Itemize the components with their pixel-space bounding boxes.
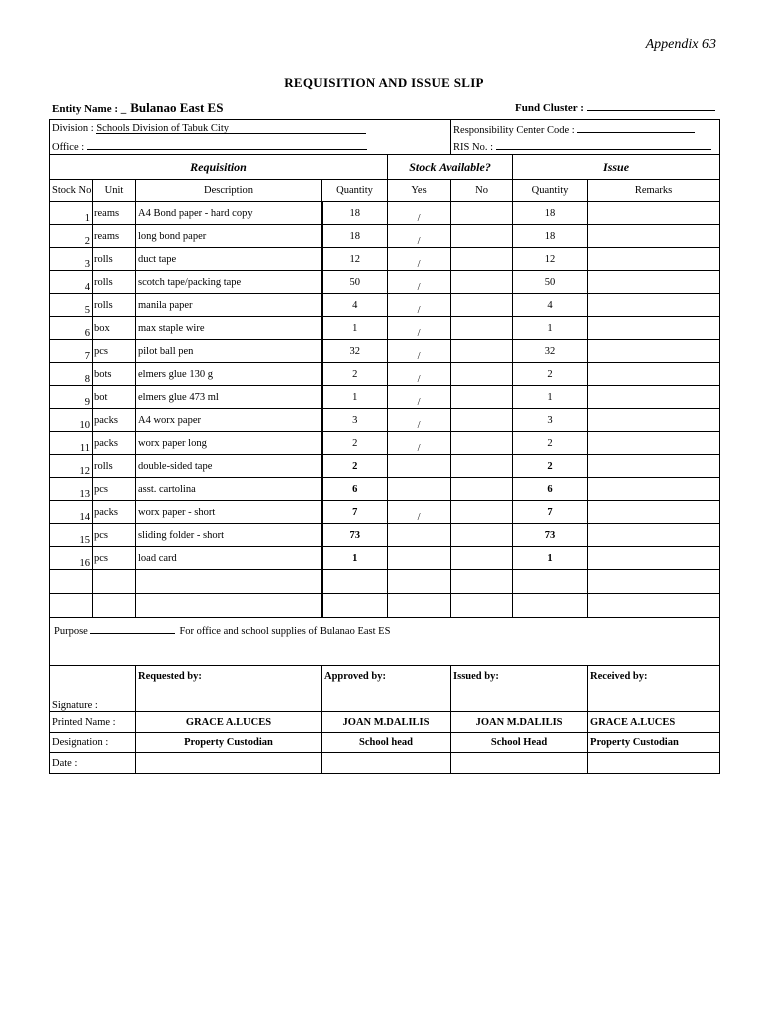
description-cell: pilot ball pen [136, 340, 322, 363]
stock-yes-cell: / [388, 363, 451, 386]
empty-cell[interactable] [136, 570, 322, 594]
col-description: Description [136, 180, 322, 202]
stock-no-cell-blank[interactable] [451, 271, 513, 294]
col-quantity: Quantity [322, 180, 388, 202]
issue-quantity-cell: 32 [513, 340, 588, 363]
table-row [50, 501, 720, 524]
stock-no-cell-blank[interactable] [451, 501, 513, 524]
table-row [50, 386, 720, 409]
col-stock-no: Stock No [50, 180, 93, 202]
ris-no-label: RIS No. : [453, 141, 494, 153]
quantity-cell: 7 [322, 501, 388, 524]
quantity-cell: 18 [322, 225, 388, 248]
requisition-table [49, 119, 720, 774]
empty-cell[interactable] [322, 570, 388, 594]
printed-name-requested: GRACE A.LUCES [136, 712, 322, 733]
issue-quantity-cell: 1 [513, 386, 588, 409]
empty-cell[interactable] [513, 570, 588, 594]
stock-no-cell: 6 [50, 317, 93, 340]
purpose-leader-line [90, 623, 175, 634]
description-cell: asst. cartolina [136, 478, 322, 501]
col-remarks: Remarks [588, 180, 720, 202]
issue-quantity-cell: 12 [513, 248, 588, 271]
printed-name-issued: JOAN M.DALILIS [451, 712, 588, 733]
remarks-cell[interactable] [588, 317, 720, 340]
office-label: Office : [52, 141, 85, 153]
issue-quantity-cell: 2 [513, 363, 588, 386]
stock-no-cell: 15 [50, 524, 93, 547]
issue-quantity-cell: 1 [513, 317, 588, 340]
issue-quantity-cell: 73 [513, 524, 588, 547]
table-row [50, 317, 720, 340]
stock-no-cell: 12 [50, 455, 93, 478]
empty-cell[interactable] [93, 570, 136, 594]
description-cell: elmers glue 473 ml [136, 386, 322, 409]
designation-issued: School Head [451, 733, 588, 753]
division-value: Schools Division of Tabuk City [96, 123, 230, 135]
unit-cell: box [93, 317, 136, 340]
remarks-cell[interactable] [588, 271, 720, 294]
signature-label: Signature : [52, 700, 98, 711]
stock-no-cell-blank[interactable] [451, 340, 513, 363]
unit-cell: pcs [93, 478, 136, 501]
empty-cell[interactable] [136, 594, 322, 618]
table-row [50, 455, 720, 478]
issue-quantity-cell: 4 [513, 294, 588, 317]
unit-cell: rolls [93, 271, 136, 294]
designation-received: Property Custodian [588, 733, 720, 753]
quantity-cell: 1 [322, 547, 388, 570]
remarks-cell[interactable] [588, 363, 720, 386]
issue-quantity-cell: 1 [513, 547, 588, 570]
description-cell: scotch tape/packing tape [136, 271, 322, 294]
remarks-cell[interactable] [588, 455, 720, 478]
quantity-cell: 18 [322, 202, 388, 225]
issue-quantity-cell: 50 [513, 271, 588, 294]
stock-yes-cell: / [388, 340, 451, 363]
description-cell: elmers glue 130 g [136, 363, 322, 386]
remarks-cell[interactable] [588, 340, 720, 363]
fund-cluster-label: Fund Cluster : [515, 102, 584, 114]
printed-name-received: GRACE A.LUCES [588, 712, 720, 733]
stock-no-cell-blank[interactable] [451, 294, 513, 317]
ris-no-field[interactable] [496, 139, 711, 150]
description-cell: max staple wire [136, 317, 322, 340]
stock-yes-cell: / [388, 501, 451, 524]
unit-cell: pcs [93, 340, 136, 363]
stock-yes-cell: / [388, 271, 451, 294]
received-by-cell[interactable] [588, 666, 720, 712]
stock-yes-cell: / [388, 202, 451, 225]
stock-yes-cell: / [388, 225, 451, 248]
stock-no-cell-blank[interactable] [451, 225, 513, 248]
stock-no-cell-blank[interactable] [451, 386, 513, 409]
date-requested[interactable] [136, 753, 322, 774]
section-issue: Issue [513, 155, 720, 180]
stock-no-cell-blank[interactable] [451, 455, 513, 478]
table-row [50, 340, 720, 363]
printed-name-label: Printed Name : [50, 712, 136, 733]
stock-no-cell: 5 [50, 294, 93, 317]
stock-yes-cell [388, 478, 451, 501]
designation-approved: School head [322, 733, 451, 753]
issue-quantity-cell: 6 [513, 478, 588, 501]
purpose-field[interactable] [90, 623, 630, 637]
remarks-cell[interactable] [588, 547, 720, 570]
issue-quantity-cell: 18 [513, 202, 588, 225]
approved-by-cell[interactable] [322, 666, 451, 712]
stock-no-cell: 8 [50, 363, 93, 386]
empty-cell[interactable] [50, 594, 93, 618]
unit-cell: rolls [93, 248, 136, 271]
office-cell [50, 138, 451, 155]
quantity-cell: 2 [322, 432, 388, 455]
empty-row [50, 570, 720, 594]
issue-quantity-cell: 2 [513, 455, 588, 478]
description-cell: sliding folder - short [136, 524, 322, 547]
empty-cell[interactable] [451, 594, 513, 618]
designation-requested: Property Custodian [136, 733, 322, 753]
quantity-cell: 1 [322, 386, 388, 409]
entity-name [52, 100, 223, 116]
table-row [50, 363, 720, 386]
stock-no-cell: 7 [50, 340, 93, 363]
description-cell: A4 Bond paper - hard copy [136, 202, 322, 225]
stock-yes-cell [388, 547, 451, 570]
empty-cell[interactable] [388, 594, 451, 618]
unit-cell: packs [93, 409, 136, 432]
unit-cell: pcs [93, 547, 136, 570]
col-no: No [451, 180, 513, 202]
remarks-cell[interactable] [588, 248, 720, 271]
col-yes: Yes [388, 180, 451, 202]
stock-no-cell: 14 [50, 501, 93, 524]
requested-by-cell[interactable] [136, 666, 322, 712]
designation-label: Designation : [50, 733, 136, 753]
section-requisition: Requisition [50, 155, 388, 180]
stock-yes-cell [388, 524, 451, 547]
remarks-cell[interactable] [588, 501, 720, 524]
unit-cell: reams [93, 225, 136, 248]
remarks-cell[interactable] [588, 294, 720, 317]
issue-quantity-cell: 3 [513, 409, 588, 432]
stock-no-cell: 2 [50, 225, 93, 248]
remarks-cell[interactable] [588, 524, 720, 547]
unit-cell: pcs [93, 524, 136, 547]
issue-quantity-cell: 2 [513, 432, 588, 455]
stock-no-cell: 16 [50, 547, 93, 570]
issue-quantity-cell: 7 [513, 501, 588, 524]
received-by-label: Received by: [590, 671, 648, 682]
stock-no-cell: 1 [50, 202, 93, 225]
entity-name-value: Bulanao East ES [130, 100, 224, 115]
col-issue-quantity: Quantity [513, 180, 588, 202]
quantity-cell: 1 [322, 317, 388, 340]
printed-name-approved: JOAN M.DALILIS [322, 712, 451, 733]
table-row [50, 271, 720, 294]
quantity-cell: 2 [322, 363, 388, 386]
empty-cell[interactable] [388, 570, 451, 594]
quantity-cell: 2 [322, 455, 388, 478]
stock-yes-cell: / [388, 317, 451, 340]
stock-no-cell: 9 [50, 386, 93, 409]
quantity-cell: 12 [322, 248, 388, 271]
unit-cell: packs [93, 501, 136, 524]
col-unit: Unit [93, 180, 136, 202]
stock-no-cell-blank[interactable] [451, 248, 513, 271]
stock-no-cell-blank[interactable] [451, 432, 513, 455]
description-cell: manila paper [136, 294, 322, 317]
purpose-value: For office and school supplies of Bulanao East ES [179, 625, 391, 637]
purpose-label: Purpose [54, 625, 88, 637]
form-title: REQUISITION AND ISSUE SLIP [284, 75, 484, 90]
stock-no-cell-blank[interactable] [451, 547, 513, 570]
table-row [50, 409, 720, 432]
stock-no-cell-blank[interactable] [451, 409, 513, 432]
stock-yes-cell [388, 455, 451, 478]
stock-no-cell: 3 [50, 248, 93, 271]
stock-no-cell-blank[interactable] [451, 317, 513, 340]
stock-no-cell: 4 [50, 271, 93, 294]
purpose-blank-row[interactable] [50, 642, 720, 666]
table-row [50, 547, 720, 570]
stock-yes-cell: / [388, 294, 451, 317]
approved-by-label: Approved by: [324, 671, 386, 682]
table-row [50, 432, 720, 455]
stock-yes-cell: / [388, 432, 451, 455]
empty-cell[interactable] [588, 594, 720, 618]
unit-cell: reams [93, 202, 136, 225]
empty-cell[interactable] [50, 570, 93, 594]
stock-no-cell-blank[interactable] [451, 524, 513, 547]
description-cell: double-sided tape [136, 455, 322, 478]
remarks-cell[interactable] [588, 225, 720, 248]
quantity-cell: 50 [322, 271, 388, 294]
unit-cell: bots [93, 363, 136, 386]
quantity-cell: 4 [322, 294, 388, 317]
table-row [50, 202, 720, 225]
items-body [50, 202, 720, 570]
remarks-cell[interactable] [588, 478, 720, 501]
requested-by-label: Requested by: [138, 671, 202, 682]
description-cell: load card [136, 547, 322, 570]
stock-no-cell-blank[interactable] [451, 202, 513, 225]
empty-cell[interactable] [513, 594, 588, 618]
division-cell [50, 120, 451, 138]
description-cell: A4 worx paper [136, 409, 322, 432]
date-issued[interactable] [451, 753, 588, 774]
office-field[interactable] [87, 139, 367, 150]
description-cell: duct tape [136, 248, 322, 271]
empty-cell[interactable] [451, 570, 513, 594]
date-received[interactable] [588, 753, 720, 774]
signature-label-cell [50, 666, 136, 712]
quantity-cell: 6 [322, 478, 388, 501]
stock-no-cell-blank[interactable] [451, 363, 513, 386]
description-cell: worx paper long [136, 432, 322, 455]
table-row [50, 478, 720, 501]
remarks-cell[interactable] [588, 202, 720, 225]
stock-yes-cell: / [388, 248, 451, 271]
date-label: Date : [50, 753, 136, 774]
responsibility-center-label: Responsibility Center Code : [453, 124, 575, 136]
issue-quantity-cell: 18 [513, 225, 588, 248]
stock-no-cell-blank[interactable] [451, 478, 513, 501]
division-label: Division : [52, 123, 94, 135]
table-row [50, 524, 720, 547]
stock-no-cell: 11 [50, 432, 93, 455]
appendix-label: Appendix 63 [645, 37, 716, 52]
issued-by-cell[interactable] [451, 666, 588, 712]
stock-no-cell: 13 [50, 478, 93, 501]
empty-cell[interactable] [93, 594, 136, 618]
responsibility-center-cell [451, 120, 720, 138]
table-row [50, 294, 720, 317]
quantity-cell: 73 [322, 524, 388, 547]
fund-cluster-field[interactable] [587, 101, 715, 111]
unit-cell: rolls [93, 294, 136, 317]
date-approved[interactable] [322, 753, 451, 774]
stock-no-cell: 10 [50, 409, 93, 432]
table-row [50, 225, 720, 248]
empty-cell[interactable] [588, 570, 720, 594]
stock-yes-cell: / [388, 409, 451, 432]
remarks-cell[interactable] [588, 409, 720, 432]
unit-cell: packs [93, 432, 136, 455]
description-cell: worx paper - short [136, 501, 322, 524]
table-row [50, 248, 720, 271]
responsibility-center-field[interactable] [577, 122, 695, 133]
unit-cell: rolls [93, 455, 136, 478]
empty-cell[interactable] [322, 594, 388, 618]
section-stock-available: Stock Available? [388, 155, 513, 180]
empty-row [50, 594, 720, 618]
description-cell: long bond paper [136, 225, 322, 248]
issued-by-label: Issued by: [453, 671, 499, 682]
ris-no-cell [451, 138, 720, 155]
fund-cluster [515, 101, 715, 114]
stock-yes-cell: / [388, 386, 451, 409]
entity-name-label: Entity Name : _ [52, 103, 127, 115]
division-field[interactable] [96, 123, 366, 134]
quantity-cell: 3 [322, 409, 388, 432]
quantity-cell: 32 [322, 340, 388, 363]
purpose-cell [50, 618, 720, 642]
remarks-cell[interactable] [588, 432, 720, 455]
unit-cell: bot [93, 386, 136, 409]
remarks-cell[interactable] [588, 386, 720, 409]
